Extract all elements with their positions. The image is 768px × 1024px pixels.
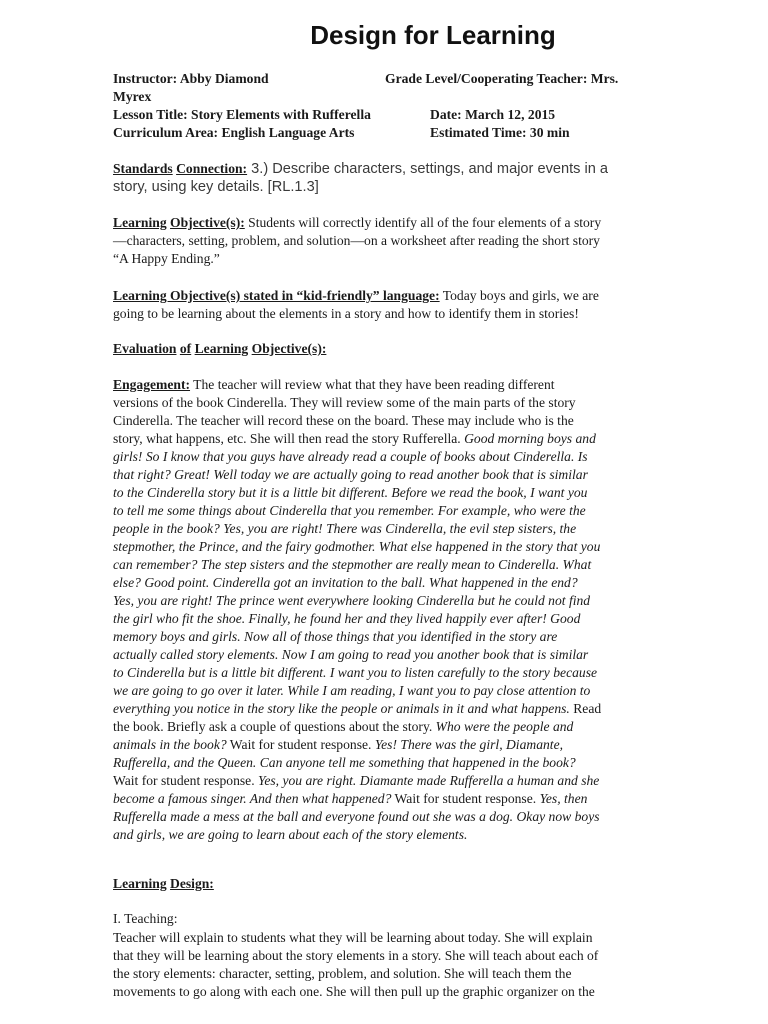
learning-design-word-1: Learning [113,876,167,891]
engagement-text: Who were the people and [435,719,574,734]
engagement-text: and girls, we are going to learn about each of the story elements. [113,827,468,842]
kid-friendly-line-2: going to be learning about the elements in a story and how to identify them in stories! [113,306,579,321]
engagement-text: Wait for student response. [391,791,540,806]
grade-level-continued: Myrex [113,89,152,104]
engagement-line [113,610,658,628]
page-title: Design for Learning [310,20,556,50]
engagement-text: the girl who fit the shoe. Finally, he found her and they lived happily ever after! Good [113,611,581,626]
estimated-time-field: Estimated Time: 30 min [430,125,570,140]
engagement-line [113,538,658,556]
teaching-line: the story elements: character, setting, problem, and solution. She will teach them the [113,966,572,981]
engagement-line [113,772,658,790]
objective-line-2: —characters, setting, problem, and solution—on a worksheet after reading the short story [113,233,600,248]
engagement-text: versions of the book Cinderella. They will review some of the main parts of the story [113,395,576,410]
engagement-text: to the Cinderella story but it is a little bit different. Before we read the book, I want you [113,485,588,500]
engagement-text: story, what happens, etc. She will then read the story Rufferella. [113,431,465,446]
engagement-line [113,520,658,538]
engagement-line [113,502,658,520]
engagement-text: Good morning boys and [464,431,596,446]
engagement-text: Rufferella, and the Queen. Can anyone tell me something that happened in the book? [113,755,576,770]
engagement-text: The teacher will review what that they have been reading different [190,377,555,392]
engagement-line [113,718,658,736]
objectives-label: Objective(s): [170,215,245,230]
instructor-field: Instructor: Abby Diamond [113,71,269,86]
grade-level-field: Grade Level/Cooperating Teacher: Mrs. [385,71,619,86]
engagement-text: become a famous singer. And then what happened? [113,791,392,806]
engagement-line [113,736,658,754]
engagement-line [113,412,658,430]
engagement-label: Engagement: [113,377,191,392]
learning-objective-section [113,214,658,268]
teaching-line: movements to go along with each one. She will then pull up the graphic organizer on the [113,984,595,999]
engagement-line [113,808,658,826]
engagement-line [113,754,658,772]
engagement-line [113,700,658,718]
engagement-line [113,376,658,394]
learning-label: Learning [113,215,167,230]
engagement-text: girls! So I know that you guys have already read a couple of books about Cinderella. Is [113,449,588,464]
teaching-line: Teacher will explain to students what they will be learning about today. She will explain [113,930,593,945]
kid-friendly-line-1: Today boys and girls, we are [439,288,599,303]
engagement-text: Wait for student response. [226,737,375,752]
objective-line-3: “A Happy Ending.” [113,251,220,266]
engagement-text: actually called story elements. Now I am going to read you another book that is similar [113,647,589,662]
engagement-line [113,664,658,682]
engagement-line [113,646,658,664]
standards-section [113,160,658,196]
engagement-line [113,628,658,646]
engagement-text: can remember? The step sisters and the stepmother are really mean to Cinderella. What [113,557,592,572]
engagement-text: we are going to go over it later. While I am reading, I want you to pay close attention to [113,683,591,698]
objective-line-1: Students will correctly identify all of the four elements of a story [244,215,602,230]
engagement-text: everything you notice in the story like the people or animals in it and what happens. [113,701,570,716]
engagement-text: animals in the book? [113,737,227,752]
standards-text-cont: story, using key details. [RL.1.3] [113,179,319,195]
engagement-text: Yes, you are right. Diamante made Rufferella a human and she [258,773,600,788]
lesson-title-field: Lesson Title: Story Elements with Rufferella [113,107,371,122]
engagement-text: memory boys and girls. Now all of those things that you identified in the story are [113,629,558,644]
evaluation-heading [113,341,326,357]
engagement-line [113,448,658,466]
standards-label: Standards [113,161,173,176]
engagement-text: Cinderella. The teacher will record these on the board. These may include who is the [113,413,574,428]
objectives-word: Objective(s): [251,341,327,356]
evaluation-word: Evaluation [113,341,177,356]
engagement-line [113,466,658,484]
engagement-text: the book. Briefly ask a couple of questions about the story. [113,719,436,734]
standards-text: 3.) Describe characters, settings, and major events in a [247,161,609,177]
engagement-text: people in the book? Yes, you are right! There was Cinderella, the evil step sisters, the [113,521,577,536]
engagement-line [113,574,658,592]
engagement-line [113,394,658,412]
engagement-text: Wait for student response. [113,773,259,788]
of-word: of [179,341,192,356]
curriculum-area-field: Curriculum Area: English Language Arts [113,125,355,140]
engagement-text: else? Good point. Cinderella got an invitation to the ball. What happened in the end? [113,575,578,590]
teaching-line: that they will be learning about the story elements in a story. She will teach about each of [113,948,599,963]
learning-word: Learning [194,341,249,356]
engagement-line [113,826,658,844]
engagement-text: Yes, then [539,791,588,806]
engagement-text: Yes! There was the girl, Diamante, [374,737,564,752]
engagement-line [113,556,658,574]
date-field: Date: March 12, 2015 [430,107,556,122]
engagement-section [113,376,658,844]
engagement-line [113,430,658,448]
engagement-text: to Cinderella but is a little bit different. I want you to listen carefully to the story because [113,665,598,680]
engagement-line [113,592,658,610]
engagement-text: Rufferella made a mess at the ball and everyone found out she was a dog. Okay now boys [113,809,600,824]
engagement-line [113,790,658,808]
teaching-heading: I. Teaching: [113,911,178,926]
engagement-text: that right? Great! Well today we are actually going to read another book that is similar [113,467,588,482]
engagement-text: Read [569,701,602,716]
teaching-body [113,929,658,1001]
engagement-text: to tell me some things about Cinderella that you remember. For example, who were the [113,503,586,518]
engagement-line [113,484,658,502]
engagement-line [113,682,658,700]
kid-friendly-label: Learning Objective(s) stated in “kid-friendly” language: [113,288,440,303]
engagement-text: stepmother, the Prince, and the fairy godmother. What else happened in the story that you [113,539,601,554]
learning-design-word-2: Design: [170,876,214,891]
engagement-text: Yes, you are right! The prince went everywhere looking Cinderella but he could not find [113,593,591,608]
learning-design-heading [113,876,214,892]
kid-friendly-section [113,287,658,323]
connection-label: Connection: [176,161,248,176]
